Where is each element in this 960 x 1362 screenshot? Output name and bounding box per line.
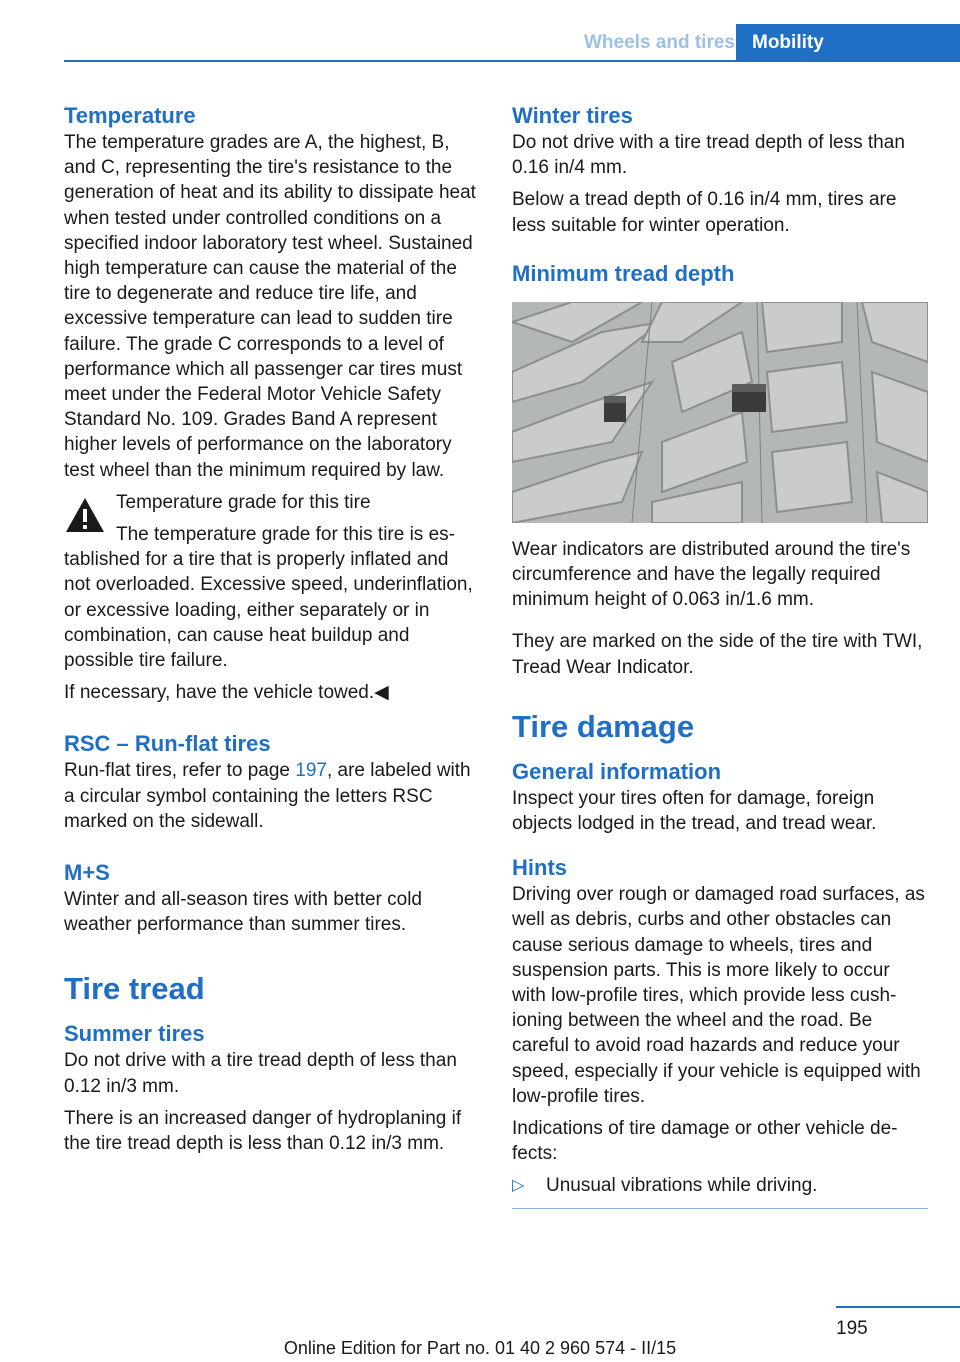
tread-wear-indicator-image [512, 302, 928, 523]
warning-title: Temperature grade for this tire [116, 491, 371, 513]
winter-text-2: Below a tread depth of 0.16 in/4 mm, tires are less suitable for winter operation. [512, 189, 897, 236]
triangle-right-icon: ▷ [512, 1177, 525, 1195]
page-link-197[interactable]: 197 [295, 760, 327, 782]
right-column [512, 102, 928, 1209]
page-number-rule [836, 1306, 960, 1308]
winter-text-1: Do not drive with a tire tread depth of less than 0.16 in/4 mm. [512, 132, 905, 179]
rsc-heading: RSC – Run-flat tires [64, 731, 271, 757]
wear-text-2: They are marked on the side of the tire with TWI, Tread Wear Indicator. [512, 631, 923, 678]
rsc-text: Run-flat tires, refer to page 197, are labeled with a circular symbol containing the letters RSC marked on the sidewall. [64, 760, 471, 832]
warning-block [64, 490, 480, 706]
warning-triangle-icon [64, 496, 106, 534]
hints-heading: Hints [512, 855, 567, 881]
damage-heading: Tire damage [512, 708, 695, 744]
summer-text-2: There is an increased danger of hydroplaning if the tire tread depth is less than 0.12 in/3 mm. [64, 1107, 462, 1155]
general-heading: General information [512, 758, 722, 784]
hints-text-1: Driving over rough or damaged road surfaces, as well as debris, curbs and other obstacles can cause serious damage to wheels, tires and suspension parts. This is more likely to occur with low-profile tires, which provide less cushioning between the wheel and the road. Be careful to avoid road hazards and reduce your speed, especially if your vehicle is equipped with low-profile tires. [512, 884, 925, 1107]
ms-text: Winter and all-season tires with better cold weather performance than summer tires. [64, 889, 422, 936]
section-title: Wheels and tires [584, 32, 735, 53]
left-column [64, 102, 480, 1156]
tire-tread-illustration [512, 302, 928, 523]
header-rule [64, 60, 960, 62]
page-number: 195 [836, 1318, 868, 1339]
winter-heading: Winter tires [512, 103, 633, 128]
page-header [64, 24, 960, 62]
tread-heading: Tire tread [64, 971, 205, 1007]
footer-edition: Online Edition for Part no. 01 40 2 960 574 - II/15 [283, 1338, 677, 1358]
list-item: ▷ Unusual vibrations while driving. [512, 1175, 818, 1197]
wear-text-1: Wear indicators are distributed around the tire's circumference and have the legally required minimum height of 0.063 in/1.6 mm. [512, 538, 911, 611]
chapter-tab: Mobility [736, 24, 960, 62]
temperature-heading: Temperature [64, 103, 196, 128]
temperature-text: The temperature grades are A, the highest, B, and C, representing the tire's resistance to the generation of heat and its ability to dissipate heat when tested under controlled conditions on a specified indoor laboratory test wheel. Sustained high temperature can cause the material of the tire to degenerate and reduce tire life, and excessive temperature can lead to sudden tire failure. The grade C corresponds to a level of performance which all passenger car tires must meet under the Federal Motor Vehicle Safety Standard No. 109. Grades Band A represent higher levels of performance on the laboratory test wheel than the minimum required by law. [64, 132, 476, 481]
min-tread-heading: Minimum tread depth [512, 260, 735, 286]
summer-heading: Summer tires [64, 1021, 205, 1047]
hints-text-2: Indications of tire damage or other vehicle defects: [512, 1118, 898, 1165]
summer-text-1: Do not drive with a tire tread depth of less than 0.12 in/3 mm. [64, 1050, 457, 1097]
general-text: Inspect your tires often for damage, foreign objects lodged in the tread, and tread wear. [512, 787, 877, 835]
warning-tow: If necessary, have the vehicle towed.◀ [64, 682, 389, 704]
list-divider [512, 1208, 928, 1209]
warning-text: The temperature grade for this tire is established for a tire that is properly inflated and not overloaded. Excessive speed, underinflation, or excessive loading, either separately or in combination, can cause heat buildup and possible tire failure. [64, 524, 473, 672]
ms-heading: M+S [64, 860, 110, 886]
